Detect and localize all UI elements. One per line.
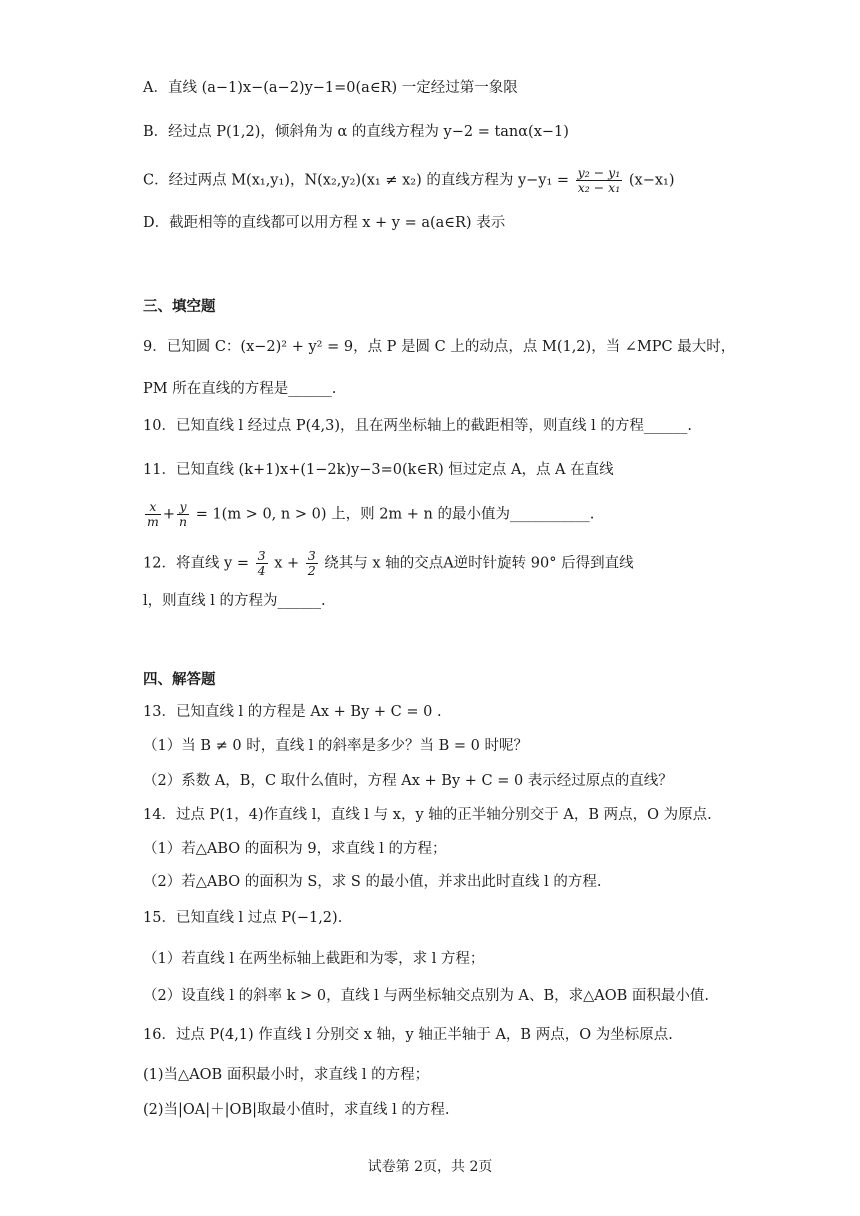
fraction-numerator: y bbox=[177, 500, 189, 515]
q10-line1: 10．已知直线 l 经过点 P(4,3)，且在两坐标轴上的截距相等，则直线 l 的方程______. bbox=[143, 418, 693, 434]
fraction-3-over-4 bbox=[256, 549, 268, 578]
fraction-numerator: 3 bbox=[307, 548, 316, 563]
q13-stem: 13．已知直线 l 的方程是 Ax + By + C = 0 . bbox=[143, 704, 442, 720]
q12-line1 bbox=[143, 549, 634, 578]
q14-part2: （2）若△ABO 的面积为 S，求 S 的最小值，并求出此时直线 l 的方程. bbox=[143, 874, 602, 890]
q13-part2: （2）系数 A，B，C 取什么值时，方程 Ax + By + C = 0 表示经过原点的直线？ bbox=[143, 773, 673, 789]
option-d: D．截距相等的直线都可以用方程 x + y = a(a∈R) 表示 bbox=[143, 215, 506, 231]
page-footer: 试卷第 2页，共 2页 bbox=[367, 1159, 493, 1175]
fraction-denominator: n bbox=[179, 514, 188, 529]
fraction-denominator: x₂ − x₁ bbox=[577, 180, 621, 195]
option-c-fraction bbox=[576, 166, 623, 195]
fraction-numerator: x bbox=[145, 500, 161, 515]
fraction-numerator: y₂ − y₁ bbox=[577, 165, 621, 180]
q12-prefix: 12．将直线 y = bbox=[143, 555, 250, 572]
fraction-denominator: 2 bbox=[307, 563, 316, 578]
q14-stem: 14．过点 P(1，4)作直线 l，直线 l 与 x，y 轴的正半轴分别交于 A，B 两点，O 为原点. bbox=[143, 807, 712, 823]
q15-part1: （1）若直线 l 在两坐标轴上截距和为零，求 l 方程； bbox=[143, 951, 485, 967]
q12-suffix: 绕其与 x 轴的交点A逆时针旋转 90° 后得到直线 bbox=[324, 555, 634, 572]
q16-part1: (1)当△AOB 面积最小时，求直线 l 的方程； bbox=[143, 1067, 430, 1083]
fraction-y-over-n bbox=[177, 500, 189, 529]
q15-part2: （2）设直线 l 的斜率 k > 0，直线 l 与两坐标轴交点别为 A、B，求△AOB 面积最小值. bbox=[143, 988, 710, 1004]
q11-line2: $\frac{x}{m}$ + $\frac{y}{n}$ = 1(m > 0, n > 0) 上，则 2m + n 的最小值为___________. bbox=[147, 499, 595, 529]
q11-line1: 11．已知直线 (k+1)x+(1−2k)y−3=0(k∈R) 恒过定点 A，点 A 在直线 bbox=[143, 462, 614, 478]
section-title-answer: 四、解答题 bbox=[143, 672, 216, 688]
section-title-fill-in: 三、填空题 bbox=[143, 299, 216, 315]
q12-mid: x + bbox=[274, 555, 300, 572]
option-c bbox=[143, 166, 675, 195]
q16-stem: 16．过点 P(4,1) 作直线 l 分别交 x 轴，y 轴正半轴于 A，B 两点，O 为坐标原点. bbox=[143, 1027, 673, 1043]
fraction-denominator: m bbox=[147, 514, 159, 529]
q9-line1: 9．已知圆 C：(x−2)² + y² = 9，点 P 是圆 C 上的动点，点 M(1,2)，当 ∠MPC 最大时， bbox=[143, 339, 736, 355]
q16-part2: (2)当|OA|＋|OB|取最小值时，求直线 l 的方程. bbox=[143, 1102, 450, 1118]
option-c-text: C．经过两点 M(x₁,y₁)，N(x₂,y₂)(x₁ ≠ x₂) 的直线方程为 y−y₁ = bbox=[143, 172, 570, 189]
q14-part1: （1）若△ABO 的面积为 9，求直线 l 的方程； bbox=[143, 841, 447, 857]
option-c-tail: (x−x₁) bbox=[628, 172, 675, 189]
q13-part1: （1）当 B ≠ 0 时，直线 l 的斜率是多少？当 B = 0 时呢？ bbox=[143, 738, 529, 754]
fraction-denominator: 4 bbox=[257, 563, 266, 578]
q11-line2-text: = 1(m > 0, n > 0) 上，则 2m + n 的最小值为___________. bbox=[195, 506, 595, 523]
fraction-x-over-m bbox=[145, 500, 161, 529]
q9-line2: PM 所在直线的方程是______. bbox=[143, 381, 337, 397]
option-b: B．经过点 P(1,2)，倾斜角为 α 的直线方程为 y−2 = tanα(x−1) bbox=[143, 124, 569, 140]
fraction-numerator: 3 bbox=[257, 548, 266, 563]
q15-stem: 15．已知直线 l 过点 P(−1,2). bbox=[143, 910, 343, 926]
q12-line2: l，则直线 l 的方程为______. bbox=[143, 593, 326, 609]
fraction-3-over-2 bbox=[306, 549, 318, 578]
option-a: A．直线 (a−1)x−(a−2)y−1=0(a∈R) 一定经过第一象限 bbox=[143, 80, 518, 96]
